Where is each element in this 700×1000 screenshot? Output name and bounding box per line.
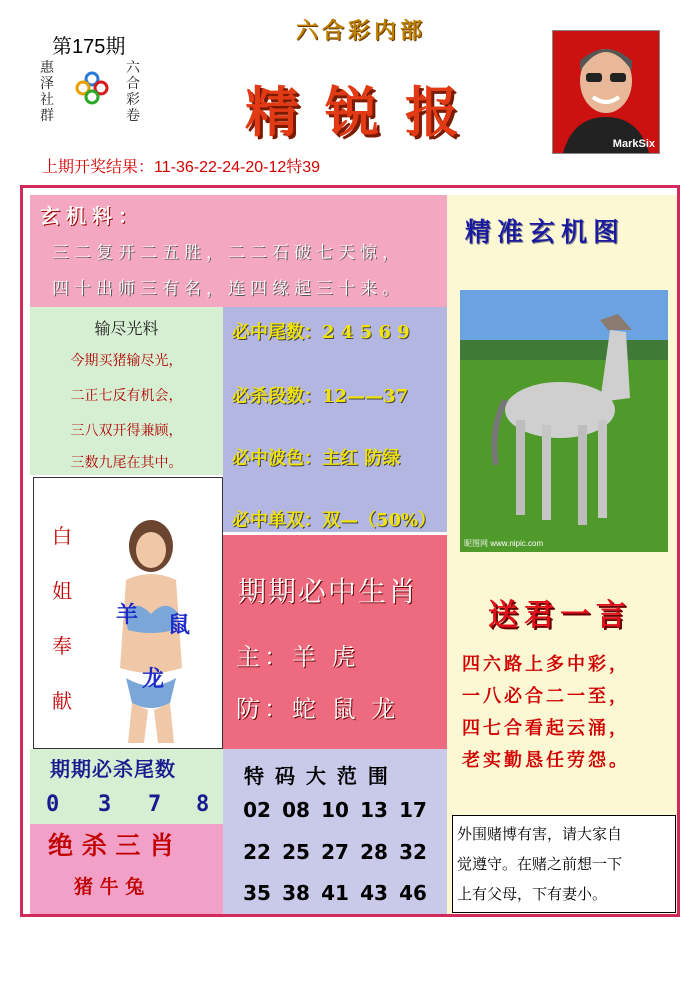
warning-line-2: 觉遵守。在赌之前想一下 (457, 855, 623, 873)
zodiac-main: 主：羊 虎 (236, 643, 360, 671)
side-char-3: 奉 (52, 634, 72, 658)
special-number: 32 (399, 840, 427, 864)
gift-line-4: 老实勤恳任劳怨。 (462, 750, 630, 771)
gift-line-3: 四七合看起云涌， (462, 718, 630, 739)
special-number: 25 (282, 840, 310, 864)
banner-subtitle: 六合彩内部 (296, 18, 427, 44)
side-char-4: 献 (52, 689, 72, 713)
stat-tail: 必中尾数：2 4 5 6 9 (232, 322, 410, 343)
gift-line-1: 四六路上多中彩， (462, 654, 630, 675)
poem-line-2: 二正七反有机会， (70, 388, 183, 404)
logo-left-text: 惠泽社群 (40, 60, 54, 124)
stat-wave: 必中波色：主红 防绿 (232, 448, 401, 469)
kill-tail-digit-4: 8 (196, 792, 210, 817)
banner-title: 精锐报 (245, 80, 485, 144)
special-number: 08 (282, 798, 310, 822)
special-number: 02 (243, 798, 271, 822)
riddle-line-1: 三二复开二五胜，二二石破七天惊， (52, 243, 404, 263)
side-char-2: 姐 (52, 579, 72, 603)
special-number: 38 (282, 881, 310, 905)
kill-tail-digit-1: 0 (46, 792, 60, 817)
kill-tail-digit-2: 3 (98, 792, 112, 817)
riddle-line-2: 四十出师三有名，连四缘起三十来。 (52, 279, 404, 299)
gift-title: 送君一言 (488, 598, 632, 633)
horse-photo (460, 290, 668, 552)
poem-line-1: 今期买猪输尽光， (70, 353, 183, 369)
special-number: 17 (399, 798, 427, 822)
kill-tail-title: 期期必杀尾数 (50, 757, 176, 781)
portrait-face-icon (553, 31, 659, 153)
gift-line-2: 一八必合二一至， (462, 686, 630, 707)
warning-line-1: 外围赌博有害，请大家自 (457, 825, 623, 843)
poem-title: 输尽光料 (94, 319, 159, 338)
special-number: 28 (360, 840, 388, 864)
overlay-rat: 鼠 (168, 612, 191, 638)
publisher-logo (28, 58, 153, 128)
zodiac-guard: 防：蛇 鼠 龙 (236, 695, 400, 723)
special-number: 46 (399, 881, 427, 905)
photo-credit: 昵图网 www.nipic.com (464, 539, 544, 548)
kill-tail-digit-3: 7 (148, 792, 162, 817)
special-number: 22 (243, 840, 271, 864)
warning-line-3: 上有父母，下有妻小。 (457, 885, 608, 903)
side-char-1: 白 (52, 524, 72, 548)
logo-flower-icon (74, 70, 110, 106)
poem-line-4: 三数九尾在其中。 (70, 455, 183, 471)
special-number: 41 (321, 881, 349, 905)
special-number: 13 (360, 798, 388, 822)
portrait-image (552, 30, 660, 154)
portrait-caption: MarkSix (612, 138, 655, 150)
poem-line-3: 三八双开得兼顾， (70, 423, 183, 439)
logo-right-text: 六合彩卷 (126, 60, 140, 124)
special-number: 10 (321, 798, 349, 822)
kill-three-title: 绝 杀 三 肖 (48, 831, 175, 860)
special-number: 27 (321, 840, 349, 864)
last-result-text: 上期开奖结果：11-36-22-24-20-12特39 (42, 159, 321, 176)
horse-picture-icon (460, 290, 668, 552)
special-title: 特 码 大 范 围 (244, 764, 390, 788)
precise-chart-title: 精准玄机图 (465, 218, 626, 248)
issue-number: 第175期 (52, 36, 126, 58)
riddle-title: 玄机料： (40, 204, 144, 228)
overlay-dragon: 龙 (142, 666, 165, 692)
stat-odd-even: 必中单双：双—（50%） (232, 510, 437, 531)
overlay-sheep: 羊 (116, 602, 139, 628)
kill-three-animals: 猪 牛 兔 (74, 876, 145, 898)
stat-segment: 必杀段数：12——37 (232, 386, 409, 407)
zodiac-title: 期期必中生肖 (238, 575, 419, 608)
special-number: 43 (360, 881, 388, 905)
special-number: 35 (243, 881, 271, 905)
